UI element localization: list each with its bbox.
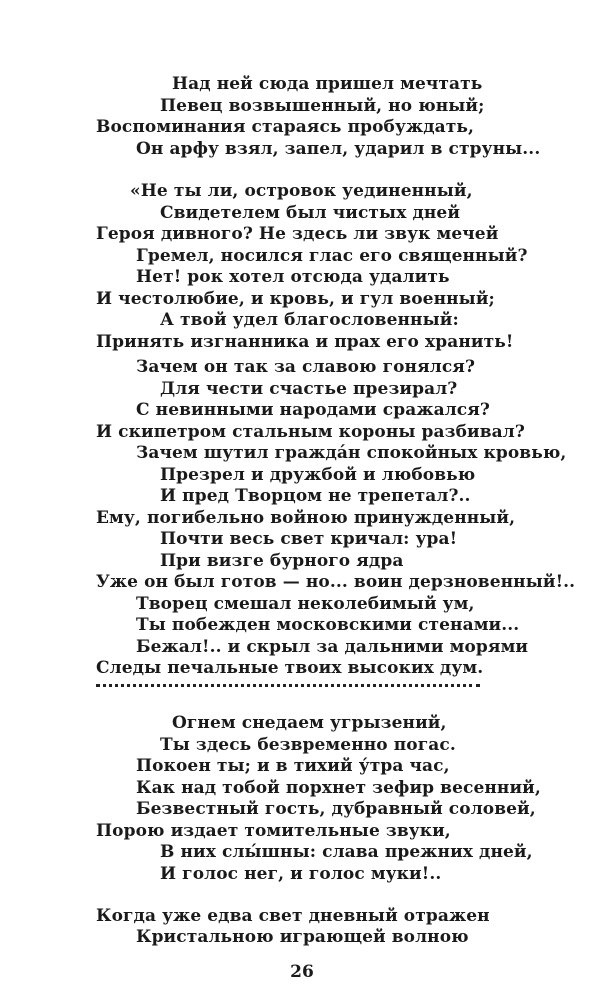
poem-line: Уже он был готов — но... воин дерзновенный!.. — [96, 572, 576, 592]
poem-line: Следы печальные твоих высоких дум. — [96, 658, 484, 678]
poem-line: Презрел и дружбой и любовью — [160, 465, 476, 485]
poem-line: Когда уже едва свет дневный отражен — [96, 906, 490, 926]
poem-line: А твой удел благословенный: — [160, 310, 459, 330]
ellipsis-divider — [96, 684, 480, 687]
poem-line: И честолюбие, и кровь, и гул военный; — [96, 289, 495, 309]
poem-line: Порою издает томительные звуки, — [96, 821, 451, 841]
poem-line: Зачем он так за славою гонялся? — [136, 357, 476, 377]
poem-line: Творец смешал неколебимый ум, — [136, 594, 475, 614]
poem-line: И голос нег, и голос муки!.. — [160, 864, 442, 884]
poem-line: Как над тобой порхнет зефир весенний, — [136, 778, 541, 798]
poem-line: Он арфу взял, запел, ударил в струны... — [136, 139, 541, 159]
poem-line: Зачем шутил граждáн спокойных кровью, — [136, 443, 567, 463]
poem-line: Воспоминания стараясь пробуждать, — [96, 117, 475, 137]
poem-line: Покоен ты; и в тихий у́тра час, — [136, 756, 450, 776]
poem-line: И пред Творцом не трепетал?.. — [160, 486, 471, 506]
poem-line: Героя дивного? Не здесь ли звук мечей — [96, 224, 499, 244]
poem-line: Бежал!.. и скрыл за дальними морями — [136, 637, 529, 657]
poem-line: В них слы́шны: слава прежних дней, — [160, 842, 533, 862]
poem-line: Кристальною играющей волною — [136, 927, 469, 947]
poem-line: Певец возвышенный, но юный; — [160, 96, 485, 116]
poem-line: Принять изгнанника и прах его хранить! — [96, 332, 514, 352]
poem-line: И скипетром стальным короны разбивал? — [96, 422, 525, 442]
poem-line: Огнем снедаем угрызений, — [172, 713, 447, 733]
poem-line: «Не ты ли, островок уединенный, — [130, 181, 473, 201]
poem-line: С невинными народами сражался? — [136, 400, 490, 420]
poem-line: Над ней сюда пришел мечтать — [172, 74, 483, 94]
poem-line: При визге бурного ядра — [160, 551, 404, 571]
poem-line: Почти весь свет кричал: ура! — [160, 529, 458, 549]
poem-line: Для чести счастье презирал? — [160, 379, 458, 399]
poem-line: Свидетелем был чистых дней — [160, 203, 461, 223]
poem-line: Ему, погибельно войною принужденный, — [96, 508, 516, 528]
poem-line: Гремел, носился глас его священный? — [136, 246, 528, 266]
poem-line: Ты побежден московскими стенами... — [136, 615, 520, 635]
poem-line: Ты здесь безвременно погас. — [160, 735, 456, 755]
page-number: 26 — [290, 962, 314, 982]
poem-line: Нет! рок хотел отсюда удалить — [136, 267, 450, 287]
poem-line: Безвестный гость, дубравный соловей, — [136, 799, 536, 819]
